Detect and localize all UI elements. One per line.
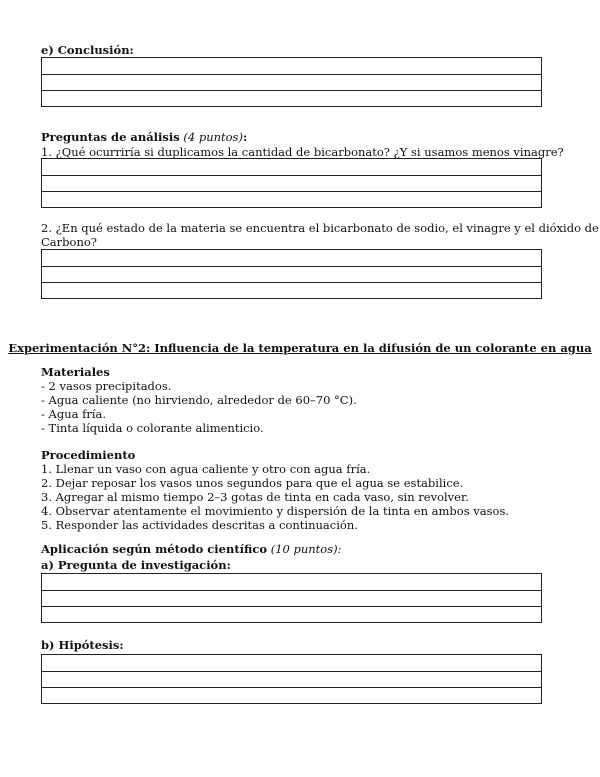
materials-heading: Materiales xyxy=(41,365,110,379)
answer-line xyxy=(42,687,541,688)
procedure-list xyxy=(41,462,509,532)
answer-line xyxy=(42,175,541,176)
question-1-answer-box[interactable] xyxy=(41,158,542,208)
analysis-question-2-line-2: Carbono? xyxy=(41,235,97,249)
application-heading: Aplicación según método científico (10 puntos): xyxy=(41,542,342,556)
materials-list xyxy=(41,379,357,435)
list-item: 5. Responder las actividades descritas a continuación. xyxy=(41,518,358,532)
list-item: - 2 vasos precipitados. xyxy=(41,379,172,393)
list-item: - Tinta líquida o colorante alimenticio. xyxy=(41,421,264,435)
list-item: 2. Dejar reposar los vasos unos segundos para que el agua se estabilice. xyxy=(41,476,464,490)
section-e-label: e) Conclusión: xyxy=(41,43,134,57)
section-a-label: a) Pregunta de investigación: xyxy=(41,558,231,572)
answer-line xyxy=(42,671,541,672)
answer-line xyxy=(42,266,541,267)
list-item: 1. Llenar un vaso con agua caliente y otro con agua fría. xyxy=(41,462,371,476)
answer-line xyxy=(42,282,541,283)
research-question-answer-box[interactable] xyxy=(41,573,542,623)
answer-line xyxy=(42,90,541,91)
conclusion-answer-box[interactable] xyxy=(41,57,542,107)
answer-line xyxy=(42,606,541,607)
analysis-heading: Preguntas de análisis (4 puntos): xyxy=(41,130,248,144)
list-item: - Agua caliente (no hirviendo, alrededor de 60–70 °C). xyxy=(41,393,357,407)
list-item: 3. Agregar al mismo tiempo 2–3 gotas de tinta en cada vaso, sin revolver. xyxy=(41,490,469,504)
answer-line xyxy=(42,191,541,192)
hypothesis-answer-box[interactable] xyxy=(41,654,542,704)
question-2-answer-box[interactable] xyxy=(41,249,542,299)
experiment-2-title: Experimentación N°2: Influencia de la temperatura en la difusión de un colorante en agua xyxy=(8,341,592,355)
answer-line xyxy=(42,74,541,75)
analysis-question-2-line-1: 2. ¿En qué estado de la materia se encuentra el bicarbonato de sodio, el vinagre y el dióxido de xyxy=(41,221,599,235)
list-item: - Agua fría. xyxy=(41,407,107,421)
answer-line xyxy=(42,590,541,591)
list-item: 4. Observar atentamente el movimiento y dispersión de la tinta en ambos vasos. xyxy=(41,504,510,518)
analysis-question-1: 1. ¿Qué ocurriría si duplicamos la cantidad de bicarbonato? ¿Y si usamos menos vinagre? xyxy=(41,145,564,159)
section-b-label: b) Hipótesis: xyxy=(41,638,124,652)
procedure-heading: Procedimiento xyxy=(41,448,136,462)
